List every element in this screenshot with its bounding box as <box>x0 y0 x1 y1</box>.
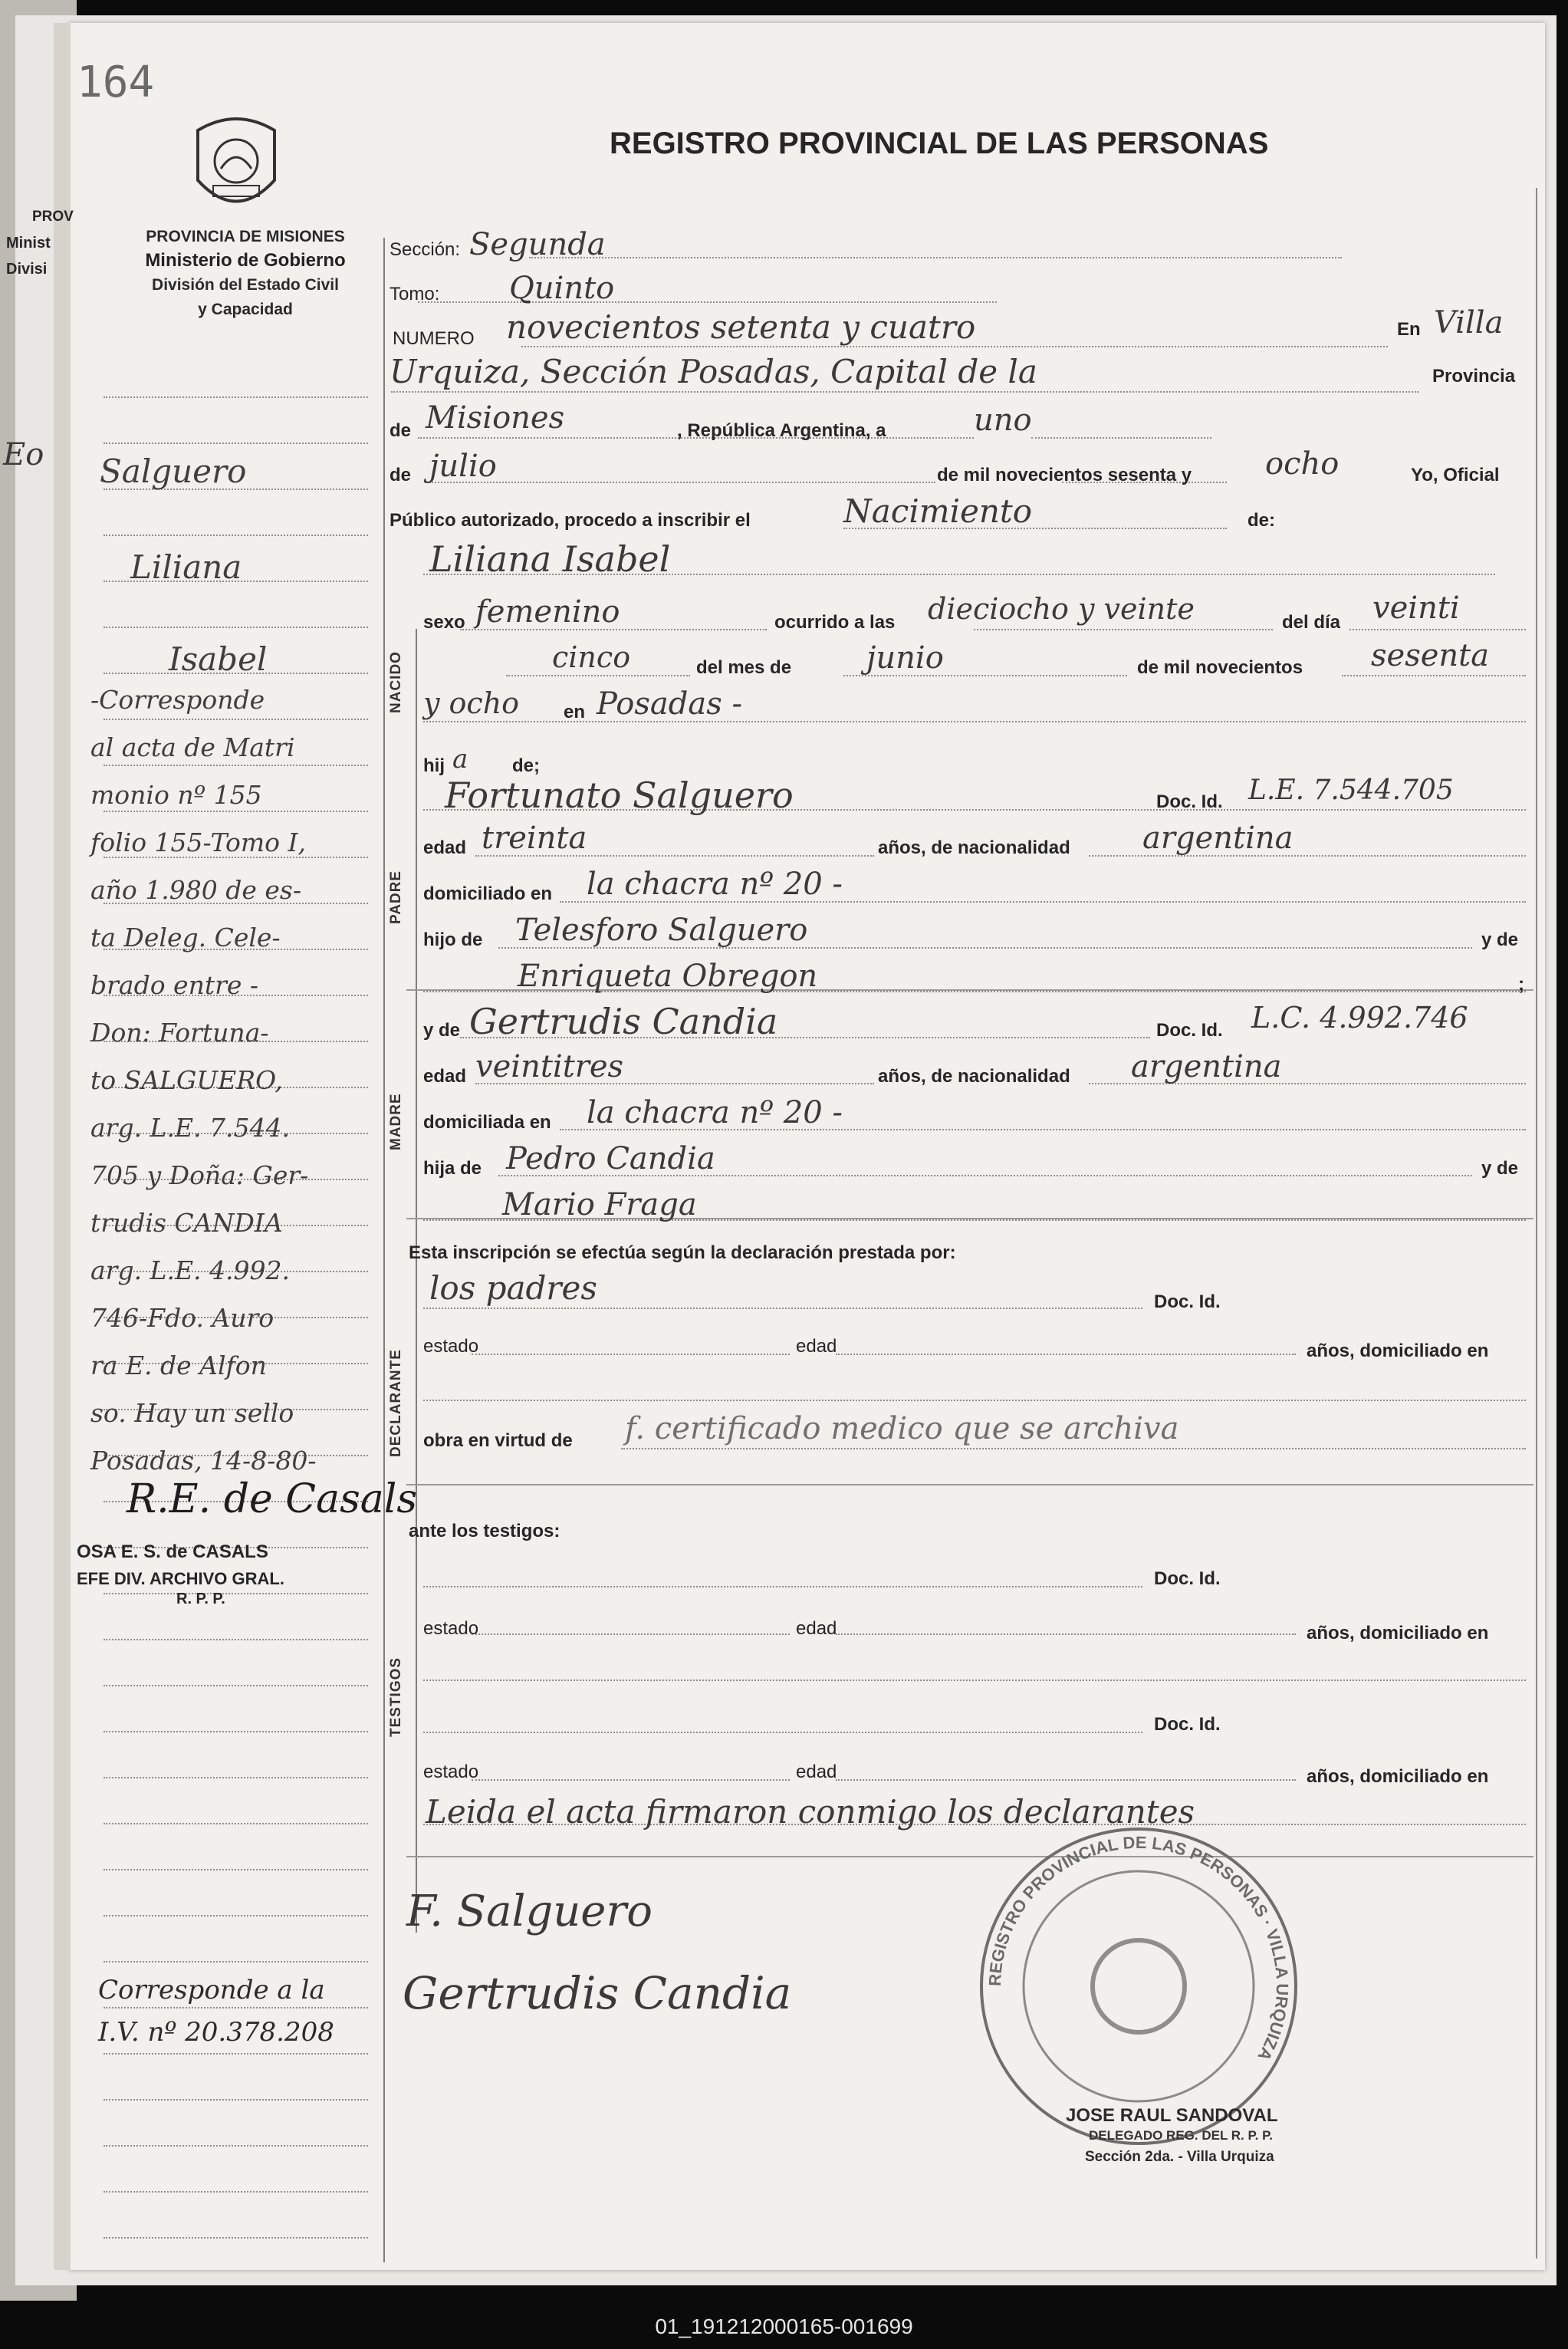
hour-value: dieciocho y veinte <box>928 592 1195 626</box>
division-heading: División del Estado Civil <box>152 276 339 294</box>
capacity-heading: y Capacidad <box>198 301 293 318</box>
province-value: Misiones <box>426 400 565 436</box>
testigo-1-doc-label: Doc. Id. <box>1154 1568 1221 1589</box>
margin-rule-line <box>104 2237 368 2239</box>
form-rule-line <box>423 1732 1142 1733</box>
margin-note-line: folio 155-Tomo I, <box>90 827 306 857</box>
book-spine <box>54 23 71 2270</box>
left-fragment-2: Minist <box>6 235 51 252</box>
provincia-label: Provincia <box>1432 366 1516 387</box>
madre-domicilio-value: la chacra nº 20 - <box>587 1095 843 1130</box>
madre-father-value: Pedro Candia <box>506 1141 715 1176</box>
testigo-2-doc-label: Doc. Id. <box>1154 1714 1221 1735</box>
testigo-2-domicilio-label: años, domiciliado en <box>1307 1766 1489 1787</box>
madre-edad-value: veintitres <box>475 1049 624 1084</box>
margin-note-line: ra E. de Alfon <box>90 1351 267 1380</box>
madre-nacionalidad-value: argentina <box>1131 1049 1282 1084</box>
margin-note-line: trudis CANDIA <box>90 1208 283 1238</box>
side-label-testigos: TESTIGOS <box>388 1656 404 1737</box>
declaracion-label: Esta inscripción se efectúa según la declaración prestada por: <box>409 1242 956 1263</box>
de-semicolon-label: de; <box>512 755 540 776</box>
margin-second-name: Isabel <box>169 640 268 678</box>
madre-nacionalidad-label: años, de nacionalidad <box>878 1066 1070 1087</box>
act-type-value: Nacimiento <box>843 492 1033 530</box>
margin-note-line: so. Hay un sello <box>90 1398 294 1428</box>
testigo-1-estado-label: estado <box>423 1618 479 1639</box>
dia-value-1: veinti <box>1372 591 1460 626</box>
form-rule-line <box>521 346 1388 347</box>
margin-rule-line <box>104 1593 368 1594</box>
margin-rule-line <box>104 1961 368 1962</box>
margin-rule-line <box>104 1731 368 1732</box>
padre-doc-label: Doc. Id. <box>1156 791 1223 812</box>
section-separator <box>406 1484 1533 1485</box>
seccion-label: Sección: <box>390 239 461 260</box>
place-value: Urquiza, Sección Posadas, Capital de la <box>390 353 1037 390</box>
testigo-2-edad-label: edad <box>796 1762 837 1782</box>
margin-note-line: arg. L.E. 4.992. <box>90 1255 290 1285</box>
official-name: JOSE RAUL SANDOVAL <box>1066 2105 1278 2126</box>
margin-rule-line <box>104 2099 368 2101</box>
obra-value: f. certificado medico que se archiva <box>625 1411 1179 1446</box>
margin-note-line: Don: Fortuna- <box>90 1018 269 1048</box>
del-dia-label: del día <box>1282 612 1341 633</box>
margin-note-line: Posadas, 14-8-80- <box>90 1446 317 1476</box>
obra-label: obra en virtud de <box>423 1430 573 1451</box>
left-fragment-1: PROV <box>32 209 74 225</box>
margin-rule-line <box>104 2145 368 2147</box>
form-rule-line <box>418 301 997 303</box>
madre-y-de-label: y de <box>423 1020 461 1041</box>
margin-stamp-line-2: EFE DIV. ARCHIVO GRAL. <box>77 1569 284 1588</box>
del-mes-label: del mes de <box>696 657 792 678</box>
side-label-declarante: DECLARANTE <box>388 1349 404 1457</box>
padre-edad-label: edad <box>423 837 467 858</box>
form-rule-line <box>621 1448 1526 1449</box>
padre-domicilio-label: domiciliado en <box>423 883 553 904</box>
padre-name-value: Fortunato Salguero <box>445 775 794 816</box>
declarante-domicilio-label: años, domiciliado en <box>1307 1341 1489 1361</box>
child-name-value: Liliana Isabel <box>429 538 671 580</box>
form-rule-line <box>836 1354 1296 1355</box>
padre-domicilio-value: la chacra nº 20 - <box>587 867 843 902</box>
margin-rule-line <box>104 627 368 628</box>
mother-signature: Gertrudis Candia <box>403 1967 792 2019</box>
margin-rule-line <box>104 396 368 398</box>
margin-note-line: ta Deleg. Cele- <box>90 923 281 952</box>
semicolon-mark: ; <box>1518 974 1524 995</box>
testigo-1-domicilio-label: años, domiciliado en <box>1307 1623 1489 1643</box>
margin-note-line: monio nº 155 <box>90 780 262 810</box>
left-fragment-4: Eo <box>3 437 44 472</box>
yo-oficial-label: Yo, Oficial <box>1411 465 1500 485</box>
month-value: julio <box>429 449 497 484</box>
margin-stamp-line-3: R. P. P. <box>176 1591 225 1607</box>
padre-edad-value: treinta <box>482 821 587 856</box>
year-value: ocho <box>1265 446 1340 482</box>
margin-rule-line <box>104 442 368 444</box>
margin-rule-line <box>104 811 368 812</box>
margin-rule-line <box>104 2007 368 2008</box>
madre-mother-value: Mario Fraga <box>502 1187 697 1222</box>
madre-edad-label: edad <box>423 1066 467 1087</box>
de-label: de <box>390 420 412 441</box>
padre-doc-value: L.E. 7.544.705 <box>1248 775 1454 806</box>
sexo-label: sexo <box>423 612 465 633</box>
margin-rule-line <box>104 2191 368 2193</box>
margin-note-line: -Corresponde <box>90 685 265 715</box>
side-label-nacido: NACIDO <box>388 651 404 713</box>
testigo-2-estado-label: estado <box>423 1762 479 1782</box>
province-heading: PROVINCIA DE MISIONES <box>146 228 345 245</box>
margin-rule-line <box>104 719 368 720</box>
form-rule-line <box>1342 675 1526 676</box>
padre-father-value: Telesforo Salguero <box>515 913 808 948</box>
margin-note-line: al acta de Matri <box>90 732 295 762</box>
en-label-2: en <box>564 702 586 722</box>
declarante-value: los padres <box>429 1269 597 1307</box>
testigo-1-edad-label: edad <box>796 1618 837 1639</box>
official-section: Sección 2da. - Villa Urquiza <box>1085 2149 1274 2165</box>
form-rule-line <box>529 257 1342 258</box>
year-label: de mil novecientos sesenta y <box>937 465 1192 485</box>
ocurrido-label: ocurrido a las <box>774 612 896 633</box>
de-label-2: de <box>390 465 412 485</box>
form-rule-line <box>506 675 690 676</box>
form-rule-line <box>836 1633 1296 1635</box>
anio-value-2: y ocho <box>423 686 520 720</box>
right-border <box>1536 188 1537 2259</box>
republica-label: , República Argentina, a <box>677 420 886 441</box>
margin-rule-line <box>104 1869 368 1870</box>
margin-rule-line <box>104 1777 368 1778</box>
form-rule-line <box>472 1354 790 1355</box>
dia-value-2: cinco <box>552 640 631 674</box>
sexo-value: femenino <box>475 594 620 630</box>
de-colon-label: de: <box>1247 510 1275 531</box>
day-value: uno <box>974 403 1032 438</box>
margin-note-line: 746-Fdo. Auro <box>90 1303 274 1333</box>
madre-doc-label: Doc. Id. <box>1156 1020 1223 1041</box>
madre-doc-value: L.C. 4.992.746 <box>1251 1001 1468 1035</box>
form-rule-line <box>429 482 935 483</box>
page-number: 164 <box>77 58 155 107</box>
numero-label: NUMERO <box>393 328 475 349</box>
margin-rule-line <box>104 1685 368 1686</box>
margin-divider <box>383 238 385 2262</box>
margin-bottom-note-1: Corresponde a la <box>98 1975 325 2005</box>
form-rule-line <box>423 1586 1142 1587</box>
margin-note-line: año 1.980 de es- <box>90 875 302 905</box>
padre-hijo-de-label: hijo de <box>423 929 483 950</box>
margin-rule-line <box>104 1823 368 1824</box>
svg-text:REGISTRO PROVINCIAL DE LAS PER: REGISTRO PROVINCIAL DE LAS PERSONAS · VILLA URQUIZA <box>985 1832 1293 2064</box>
form-rule-line <box>974 629 1273 630</box>
side-label-madre: MADRE <box>388 1093 404 1150</box>
form-rule-line <box>1349 629 1526 630</box>
madre-y-de-label: y de <box>1481 1158 1519 1179</box>
margin-note-line: brado entre - <box>90 970 259 1000</box>
madre-hija-de-label: hija de <box>423 1158 482 1179</box>
margin-note-line: arg. L.E. 7.544. <box>90 1113 290 1143</box>
official-seal-icon <box>970 1818 1307 2155</box>
mil-novecientos-label: de mil novecientos <box>1137 657 1303 678</box>
form-rule-line <box>836 1779 1296 1781</box>
hija-suffix: a <box>452 744 468 775</box>
madre-domicilio-label: domiciliada en <box>423 1112 551 1133</box>
margin-rule-line <box>104 535 368 536</box>
margin-surname: Salguero <box>100 452 247 490</box>
publico-label: Público autorizado, procedo a inscribir el <box>390 510 751 531</box>
form-rule-line <box>423 1400 1526 1401</box>
form-rule-line <box>423 721 1526 722</box>
tomo-value: Quinto <box>509 271 615 306</box>
numero-value: novecientos setenta y cuatro <box>506 308 976 346</box>
madre-name-value: Gertrudis Candia <box>469 1001 778 1042</box>
image-caption: 01_191212000165-001699 <box>655 2314 913 2338</box>
father-signature: F. Salguero <box>406 1887 653 1936</box>
lugar-value: Posadas - <box>597 686 742 722</box>
padre-nacionalidad-value: argentina <box>1142 821 1294 856</box>
en-value: Villa <box>1434 305 1504 341</box>
ministry-heading: Ministerio de Gobierno <box>145 250 346 271</box>
side-label-padre: PADRE <box>388 870 404 924</box>
seccion-value: Segunda <box>469 227 606 262</box>
en-label: En <box>1397 319 1421 340</box>
testigos-label: ante los testigos: <box>409 1521 560 1541</box>
document-title: REGISTRO PROVINCIAL DE LAS PERSONAS <box>610 127 1269 160</box>
closing-statement: Leida el acta firmaron conmigo los declarantes <box>426 1793 1195 1831</box>
padre-y-de-label: y de <box>1481 929 1519 950</box>
side-label-divider <box>416 629 417 1933</box>
form-rule-line <box>472 1779 790 1781</box>
margin-rule-line <box>104 765 368 766</box>
official-title: DELEGADO REG. DEL R. P. P. <box>1089 2128 1273 2143</box>
margin-rule-line <box>104 1915 368 1916</box>
margin-rule-line <box>104 2053 368 2055</box>
declarante-doc-label: Doc. Id. <box>1154 1291 1221 1312</box>
left-fragment-3: Divisi <box>6 261 48 278</box>
declarante-edad-label: edad <box>796 1336 837 1357</box>
provincial-shield-icon <box>190 115 282 219</box>
form-rule-line <box>1031 437 1211 439</box>
tomo-label: Tomo: <box>390 284 440 304</box>
hija-label: hij <box>423 755 445 776</box>
form-rule-line <box>423 1308 1142 1309</box>
mes-value: junio <box>866 640 944 676</box>
form-rule-line <box>391 391 1418 393</box>
margin-note-line: 705 y Doña: Ger- <box>90 1160 309 1190</box>
padre-mother-value: Enriqueta Obregon <box>518 959 818 994</box>
form-rule-line <box>423 1680 1526 1681</box>
margin-first-name: Liliana <box>130 548 242 586</box>
form-rule-line <box>472 1633 790 1635</box>
margin-note-line: to SALGUERO, <box>90 1065 283 1095</box>
margin-bottom-note-2: I.V. nº 20.378.208 <box>98 2017 334 2048</box>
anio-value-1: sesenta <box>1371 638 1490 673</box>
margin-signature: R.E. de Casals <box>127 1476 418 1522</box>
margin-rule-line <box>104 1639 368 1640</box>
margin-stamp-line-1: OSA E. S. de CASALS <box>77 1541 268 1562</box>
padre-nacionalidad-label: años, de nacionalidad <box>878 837 1070 858</box>
declarante-estado-label: estado <box>423 1336 479 1357</box>
